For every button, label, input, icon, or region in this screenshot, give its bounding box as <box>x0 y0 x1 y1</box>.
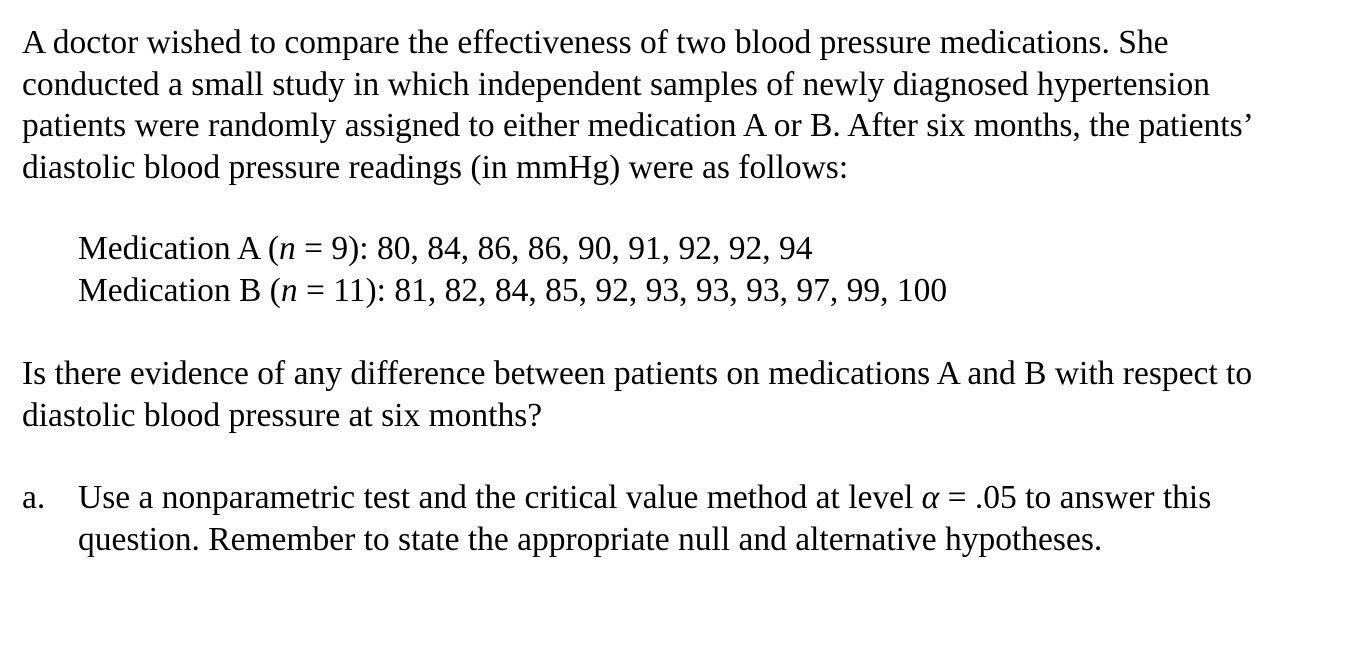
alpha-value: = .05 <box>947 479 1017 516</box>
medication-b-label: Medication B <box>78 271 262 309</box>
part-a <box>22 477 1352 560</box>
medication-a-n-value: 9 <box>331 230 349 267</box>
medication-b-values: 81, 82, 84, 85, 92, 93, 93, 93, 97, 99, 100 <box>394 271 948 309</box>
alpha-symbol: α <box>921 479 940 516</box>
document <box>22 22 1352 560</box>
medication-b-n-symbol: n <box>280 271 298 309</box>
part-a-text-after: to answer this question. Remember to state the appropriate null and alternative hypotheses. <box>78 479 1212 558</box>
question-paragraph: Is there evidence of any difference between patients on medications A and B with respect to diastolic blood pressure at six months? <box>22 355 1253 434</box>
medication-a-n-symbol: n <box>278 230 296 267</box>
medication-b-n-value: 11 <box>333 271 366 309</box>
part-a-label: a. <box>22 479 46 516</box>
medication-a-label: Medication A <box>78 230 260 267</box>
part-a-text <box>78 477 1298 560</box>
intro-paragraph: A doctor wished to compare the effectiveness of two blood pressure medications. She conducted a small study in which independent samples of newly diagnosed hypertension patients were randomly assigned to either medication A or B. After six months, the patients’ diastolic blood pressure readings (in mmHg) were as follows: <box>22 24 1252 186</box>
part-a-text-before: Use a nonparametric test and the critical value method at level <box>78 479 914 516</box>
medication-a-values: 80, 84, 86, 86, 90, 91, 92, 92, 94 <box>376 230 813 267</box>
medication-a-line: Medication A (n = 9): 80, 84, 86, 86, 90, 91, 92, 92, 94 <box>78 230 813 267</box>
data-block <box>22 228 1352 311</box>
medication-b-line: Medication B (n = 11): 81, 82, 84, 85, 92, 93, 93, 93, 97, 99, 100 <box>78 271 948 309</box>
alpha-expression <box>922 479 1017 516</box>
